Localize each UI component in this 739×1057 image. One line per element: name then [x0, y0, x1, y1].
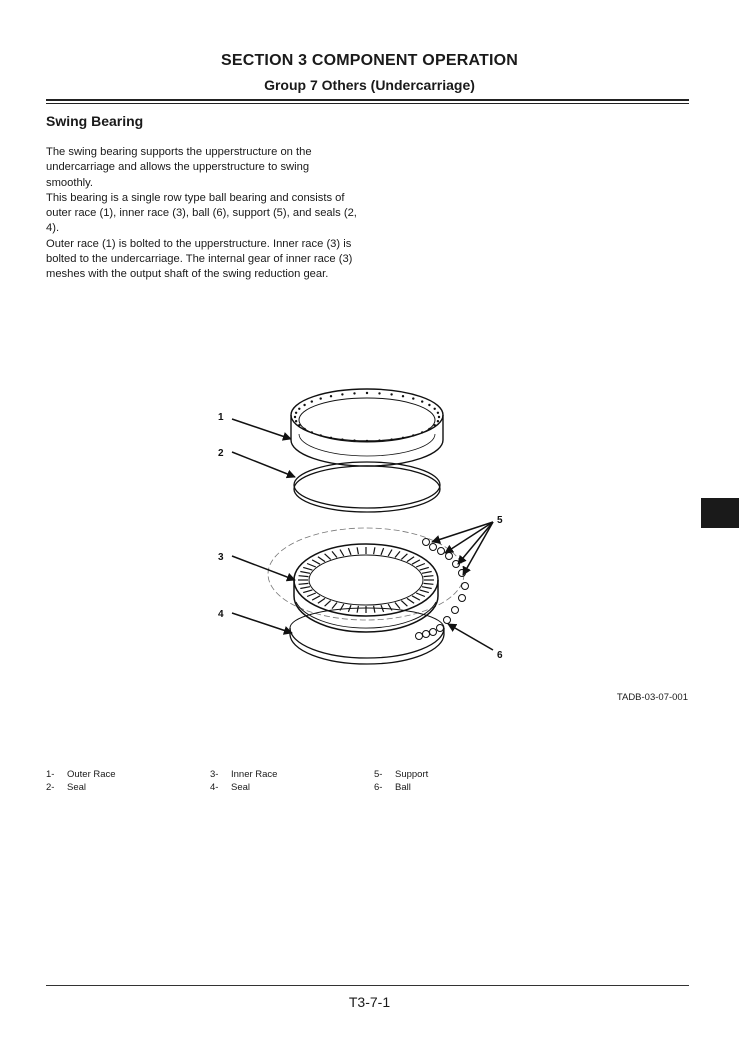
legend-number: 6- — [374, 782, 383, 793]
legend-label: Inner Race — [231, 769, 278, 780]
figure-code: TADB-03-07-001 — [616, 692, 688, 703]
paragraph: Outer race (1) is bolted to the upperstructure. Inner race (3) is bolted to the undercarriage. The internal gear of inner race (3) meshes with the output shaft of the swing reduction gear. — [46, 237, 353, 281]
section-heading: Swing Bearing — [46, 113, 144, 129]
section-tab-marker — [701, 498, 739, 528]
legend-number: 2- — [46, 782, 55, 793]
legend-label: Ball — [395, 782, 411, 793]
page-number: T3-7-1 — [348, 994, 391, 1010]
upper-seal-part — [294, 462, 440, 512]
legend-label: Outer Race — [67, 769, 116, 780]
paragraph: This bearing is a single row type ball bearing and consists of outer race (1), inner race (3), ball (6), support (5), and seals (2, 4). — [46, 191, 357, 235]
legend-item — [210, 781, 250, 794]
legend-number: 3- — [210, 769, 219, 780]
header-rule-thick — [46, 99, 689, 101]
callout-4: 4 — [218, 609, 224, 620]
legend-number: 5- — [374, 769, 383, 780]
legend-label: Support — [395, 769, 429, 780]
swing-bearing-diagram — [200, 370, 530, 690]
group-title: Group 7 Others (Undercarriage) — [264, 77, 475, 93]
footer-rule — [46, 985, 689, 986]
legend-item — [374, 781, 411, 794]
outer-race-part — [291, 389, 443, 466]
legend-label: Seal — [231, 782, 251, 793]
legend-item — [46, 781, 86, 794]
legend-item — [374, 768, 428, 781]
section-title: SECTION 3 COMPONENT OPERATION — [220, 52, 519, 69]
balls-and-supports — [416, 539, 469, 640]
callout-1: 1 — [218, 412, 224, 423]
legend-item — [46, 768, 116, 781]
body-text — [46, 145, 358, 283]
legend-number: 4- — [210, 782, 219, 793]
callout-3: 3 — [218, 552, 224, 563]
callout-2: 2 — [218, 448, 224, 459]
legend-number: 1- — [46, 769, 55, 780]
callout-6: 6 — [497, 650, 503, 661]
callout-5: 5 — [497, 515, 503, 526]
legend-item — [210, 768, 277, 781]
header-rule-thin — [46, 103, 689, 104]
paragraph: The swing bearing supports the upperstructure on the undercarriage and allows the upperstructure to swing smoothly. — [46, 146, 312, 189]
legend-label: Seal — [67, 782, 87, 793]
